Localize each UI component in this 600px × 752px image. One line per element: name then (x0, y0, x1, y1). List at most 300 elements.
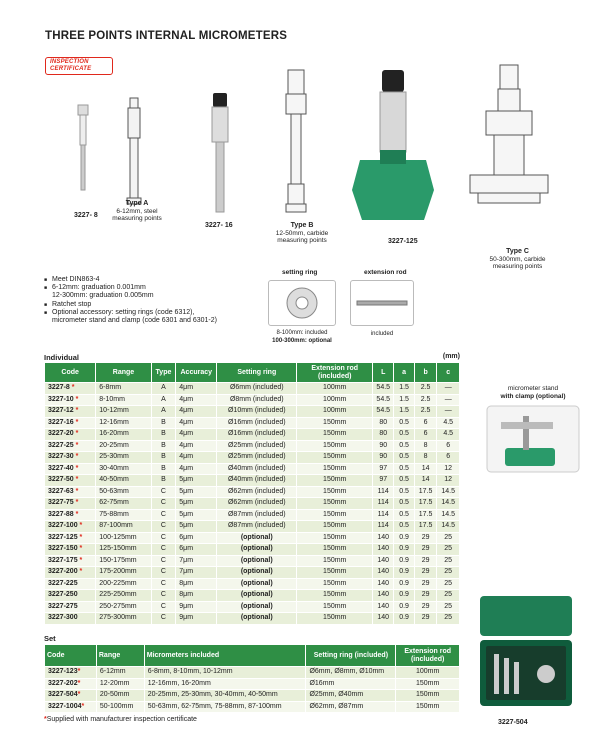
a-cell: 0.9 (394, 578, 415, 590)
code-cell: 3227-16 * (45, 417, 96, 429)
individual-table-body (45, 383, 460, 625)
type-cell: B (151, 440, 176, 452)
col-header: Extension rod (included) (396, 645, 460, 667)
col-header: Range (96, 645, 144, 667)
table-row (45, 555, 460, 567)
range-cell: 6-8mm (96, 383, 151, 395)
extension-rod-cell: 150mm (297, 486, 373, 498)
range-cell: 25-30mm (96, 452, 151, 464)
table-row (45, 544, 460, 556)
extension-rod-cell: 150mm (297, 601, 373, 613)
l-cell: 140 (373, 567, 394, 579)
range-cell: 150-175mm (96, 555, 151, 567)
c-cell: 4.5 (437, 417, 460, 429)
range-cell: 6-12mm (96, 667, 144, 679)
code-cell: 3227-40 * (45, 463, 96, 475)
col-header: Micrometers included (144, 645, 306, 667)
setting-ring-cell: Ø6mm (included) (217, 383, 297, 395)
col-header: L (373, 363, 394, 383)
extension-rod-cell: 150mm (297, 578, 373, 590)
product-code-3227-16: 3227- 16 (205, 222, 233, 229)
extension-rod-cell: 150mm (297, 509, 373, 521)
l-cell: 97 (373, 463, 394, 475)
table-row (45, 475, 460, 487)
c-cell: 25 (437, 544, 460, 556)
extension-rod-cell: 150mm (396, 690, 460, 702)
a-cell: 0.5 (394, 440, 415, 452)
type-b-caption: Type B 12-50mm, carbide measuring points (275, 222, 329, 244)
type-cell: A (151, 406, 176, 418)
c-cell: 4.5 (437, 429, 460, 441)
l-cell: 140 (373, 555, 394, 567)
setting-ring-cell: Ø62mm, Ø87mm (306, 701, 396, 713)
type-cell: C (151, 521, 176, 533)
code-cell: 3227-30 * (45, 452, 96, 464)
setting-ring-cell: Ø25mm (included) (217, 440, 297, 452)
range-cell: 175-200mm (96, 567, 151, 579)
accuracy-cell: 5μm (176, 509, 217, 521)
micrometer-3227-8-image (78, 105, 88, 190)
table-row (45, 690, 460, 702)
l-cell: 140 (373, 601, 394, 613)
micrometer-3227-16-image (212, 93, 228, 212)
code-cell: 3227-125 * (45, 532, 96, 544)
l-cell: 90 (373, 452, 394, 464)
type-cell: B (151, 417, 176, 429)
b-cell: 2.5 (414, 383, 437, 395)
col-header: Code (45, 645, 97, 667)
accuracy-cell: 5μm (176, 521, 217, 533)
extension-rod-cell: 150mm (297, 590, 373, 602)
a-cell: 1.5 (394, 406, 415, 418)
a-cell: 0.9 (394, 601, 415, 613)
table-row (45, 429, 460, 441)
type-cell: C (151, 613, 176, 625)
table-row (45, 394, 460, 406)
code-cell: 3227-225 (45, 578, 96, 590)
c-cell: 14.5 (437, 486, 460, 498)
table-row (45, 578, 460, 590)
c-cell: 14.5 (437, 521, 460, 533)
range-cell: 75-88mm (96, 509, 151, 521)
b-cell: 29 (414, 578, 437, 590)
code-cell: 3227-150 * (45, 544, 96, 556)
type-cell: C (151, 590, 176, 602)
code-cell: 3227-20 * (45, 429, 96, 441)
range-cell: 225-250mm (96, 590, 151, 602)
range-cell: 10-12mm (96, 406, 151, 418)
set-table-body (45, 667, 460, 713)
setting-ring-cell: (optional) (217, 590, 297, 602)
range-cell: 8-10mm (96, 394, 151, 406)
micrometers-cell: 6-8mm, 8-10mm, 10-12mm (144, 667, 306, 679)
feature-item: 12-300mm: graduation 0.005mm (52, 292, 154, 300)
table-row (45, 463, 460, 475)
code-cell: 3227-50 * (45, 475, 96, 487)
c-cell: 25 (437, 613, 460, 625)
extension-rod-cell: 150mm (396, 701, 460, 713)
c-cell: — (437, 394, 460, 406)
range-cell: 275-300mm (96, 613, 151, 625)
accuracy-cell: 8μm (176, 578, 217, 590)
l-cell: 54.5 (373, 406, 394, 418)
b-cell: 8 (414, 440, 437, 452)
code-cell: 3227-63 * (45, 486, 96, 498)
setting-ring-cell: Ø62mm (included) (217, 486, 297, 498)
accuracy-cell: 6μm (176, 532, 217, 544)
micrometers-cell: 12-16mm, 16-20mm (144, 678, 306, 690)
b-cell: 29 (414, 567, 437, 579)
a-cell: 0.5 (394, 463, 415, 475)
b-cell: 29 (414, 601, 437, 613)
c-cell: 25 (437, 601, 460, 613)
table-row (45, 567, 460, 579)
individual-section-label: Individual (44, 353, 80, 362)
accuracy-cell: 8μm (176, 590, 217, 602)
type-cell: C (151, 509, 176, 521)
l-cell: 54.5 (373, 394, 394, 406)
b-cell: 2.5 (414, 394, 437, 406)
b-cell: 6 (414, 417, 437, 429)
table-row (45, 667, 460, 679)
accuracy-cell: 7μm (176, 555, 217, 567)
a-cell: 1.5 (394, 383, 415, 395)
b-cell: 29 (414, 613, 437, 625)
b-cell: 29 (414, 544, 437, 556)
range-cell: 250-275mm (96, 601, 151, 613)
table-row (45, 613, 460, 625)
code-cell: 3227-88 * (45, 509, 96, 521)
l-cell: 80 (373, 429, 394, 441)
table-row (45, 383, 460, 395)
extension-rod-cell: 100mm (297, 383, 373, 395)
inspection-certificate-logo: INSPECTION CERTIFICATE (45, 57, 113, 75)
table-row (45, 486, 460, 498)
feature-item: ■ Meet DIN863-4 (44, 276, 217, 284)
code-cell: 3227-250 (45, 590, 96, 602)
micrometers-cell: 20-25mm, 25-30mm, 30-40mm, 40-50mm (144, 690, 306, 702)
extension-rod-image (350, 280, 414, 326)
micrometer-stand-image (483, 404, 583, 474)
type-cell: B (151, 452, 176, 464)
c-cell: 25 (437, 555, 460, 567)
extension-rod-cell: 150mm (297, 544, 373, 556)
b-cell: 17.5 (414, 498, 437, 510)
a-cell: 0.5 (394, 417, 415, 429)
c-cell: — (437, 383, 460, 395)
col-header: a (394, 363, 415, 383)
range-cell: 16-20mm (96, 429, 151, 441)
setting-ring-cell: (optional) (217, 601, 297, 613)
accuracy-cell: 4μm (176, 429, 217, 441)
table-row (45, 590, 460, 602)
b-cell: 8 (414, 452, 437, 464)
c-cell: 25 (437, 567, 460, 579)
feature-item: micrometer stand and clamp (code 6301 and 6301-2) (52, 317, 217, 325)
a-cell: 0.9 (394, 555, 415, 567)
extension-rod-cell: 150mm (297, 532, 373, 544)
code-cell: 3227-75 * (45, 498, 96, 510)
extension-rod-cell: 150mm (297, 613, 373, 625)
feature-item: ■ 6-12mm: graduation 0.001mm (44, 284, 217, 292)
extension-rod-cell: 150mm (396, 678, 460, 690)
setting-ring-cell: Ø40mm (included) (217, 475, 297, 487)
a-cell: 1.5 (394, 394, 415, 406)
table-row (45, 406, 460, 418)
accuracy-cell: 9μm (176, 601, 217, 613)
b-cell: 29 (414, 555, 437, 567)
extension-rod-cell: 150mm (297, 440, 373, 452)
b-cell: 17.5 (414, 486, 437, 498)
code-cell: 3227-8 * (45, 383, 96, 395)
feature-item: ■ Ratchet stop (44, 301, 217, 309)
accuracy-cell: 4μm (176, 440, 217, 452)
c-cell: 25 (437, 532, 460, 544)
code-cell: 3227-504* (45, 690, 97, 702)
setting-ring-cell: Ø10mm (included) (217, 406, 297, 418)
unit-label: (mm) (442, 353, 460, 360)
setting-ring-cell: (optional) (217, 532, 297, 544)
type-cell: A (151, 394, 176, 406)
type-cell: B (151, 429, 176, 441)
a-cell: 0.9 (394, 544, 415, 556)
accuracy-cell: 5μm (176, 498, 217, 510)
b-cell: 2.5 (414, 406, 437, 418)
c-cell: 6 (437, 440, 460, 452)
c-cell: 6 (437, 452, 460, 464)
c-cell: 12 (437, 475, 460, 487)
setting-ring-cell: Ø25mm (included) (217, 452, 297, 464)
b-cell: 29 (414, 590, 437, 602)
page-title: THREE POINTS INTERNAL MICROMETERS (45, 30, 288, 42)
col-header: Setting ring (included) (306, 645, 396, 667)
extension-rod-cell: 150mm (297, 429, 373, 441)
table-row (45, 452, 460, 464)
type-c-drawing (470, 65, 548, 203)
a-cell: 0.5 (394, 486, 415, 498)
c-cell: 14.5 (437, 509, 460, 521)
table-row (45, 701, 460, 713)
extension-rod-cell: 150mm (297, 417, 373, 429)
code-cell: 3227-1004* (45, 701, 97, 713)
a-cell: 0.5 (394, 452, 415, 464)
table-row (45, 440, 460, 452)
case-caption: 3227-504 (498, 719, 528, 726)
product-code-3227-8: 3227- 8 (74, 212, 98, 219)
l-cell: 114 (373, 486, 394, 498)
range-cell: 50-100mm (96, 701, 144, 713)
col-header: Range (96, 363, 151, 383)
code-cell: 3227-300 (45, 613, 96, 625)
code-cell: 3227-123* (45, 667, 97, 679)
type-cell: C (151, 532, 176, 544)
range-cell: 20-25mm (96, 440, 151, 452)
setting-ring-image (268, 280, 336, 326)
setting-ring-cell: (optional) (217, 613, 297, 625)
range-cell: 12-16mm (96, 417, 151, 429)
type-cell: C (151, 578, 176, 590)
b-cell: 14 (414, 463, 437, 475)
code-cell: 3227-275 (45, 601, 96, 613)
l-cell: 140 (373, 590, 394, 602)
type-a-caption: Type A 6-12mm, steel measuring points (112, 200, 162, 222)
col-header: b (414, 363, 437, 383)
table-row (45, 601, 460, 613)
col-header: Type (151, 363, 176, 383)
l-cell: 140 (373, 544, 394, 556)
a-cell: 0.5 (394, 429, 415, 441)
stand-caption: micrometer stand with clamp (optional) (500, 385, 566, 400)
micrometers-cell: 50-63mm, 62-75mm, 75-88mm, 87-100mm (144, 701, 306, 713)
type-cell: C (151, 601, 176, 613)
l-cell: 90 (373, 440, 394, 452)
table-row (45, 417, 460, 429)
type-cell: B (151, 463, 176, 475)
code-cell: 3227-10 * (45, 394, 96, 406)
range-cell: 20-50mm (96, 690, 144, 702)
accuracy-cell: 4μm (176, 463, 217, 475)
code-cell: 3227-200 * (45, 567, 96, 579)
accuracy-cell: 4μm (176, 383, 217, 395)
micrometer-3227-125-image (352, 70, 434, 220)
code-cell: 3227-175 * (45, 555, 96, 567)
c-cell: 25 (437, 590, 460, 602)
accuracy-cell: 4μm (176, 417, 217, 429)
range-cell: 50-63mm (96, 486, 151, 498)
type-a-drawing (127, 98, 141, 204)
setting-ring-title: setting ring (282, 269, 318, 276)
setting-ring-cell: Ø16mm (306, 678, 396, 690)
extension-rod-cell: 100mm (297, 394, 373, 406)
table-row (45, 509, 460, 521)
setting-ring-cell: Ø16mm (included) (217, 429, 297, 441)
extension-rod-cell: 100mm (297, 406, 373, 418)
extension-rod-note: included (370, 331, 394, 337)
a-cell: 0.9 (394, 613, 415, 625)
table-row (45, 532, 460, 544)
type-b-drawing (286, 70, 306, 212)
table-row (45, 498, 460, 510)
setting-ring-note: 8-100mm: included 100-300mm: optional (272, 330, 332, 344)
accuracy-cell: 4μm (176, 406, 217, 418)
type-cell: B (151, 475, 176, 487)
extension-rod-cell: 150mm (297, 463, 373, 475)
set-section-label: Set (44, 634, 56, 643)
type-cell: C (151, 544, 176, 556)
range-cell: 125-150mm (96, 544, 151, 556)
range-cell: 62-75mm (96, 498, 151, 510)
col-header: Accuracy (176, 363, 217, 383)
a-cell: 0.9 (394, 532, 415, 544)
type-cell: C (151, 567, 176, 579)
range-cell: 40-50mm (96, 475, 151, 487)
accuracy-cell: 4μm (176, 452, 217, 464)
a-cell: 0.9 (394, 567, 415, 579)
l-cell: 114 (373, 521, 394, 533)
c-cell: 14.5 (437, 498, 460, 510)
l-cell: 80 (373, 417, 394, 429)
accuracy-cell: 4μm (176, 394, 217, 406)
l-cell: 54.5 (373, 383, 394, 395)
type-cell: A (151, 383, 176, 395)
extension-rod-cell: 150mm (297, 555, 373, 567)
setting-ring-cell: Ø87mm (included) (217, 509, 297, 521)
c-cell: 12 (437, 463, 460, 475)
individual-table (44, 362, 460, 625)
a-cell: 0.5 (394, 509, 415, 521)
b-cell: 6 (414, 429, 437, 441)
setting-ring-cell: (optional) (217, 567, 297, 579)
a-cell: 0.5 (394, 521, 415, 533)
range-cell: 87-100mm (96, 521, 151, 533)
extension-rod-cell: 150mm (297, 567, 373, 579)
range-cell: 30-40mm (96, 463, 151, 475)
l-cell: 140 (373, 613, 394, 625)
setting-ring-cell: Ø25mm, Ø40mm (306, 690, 396, 702)
col-header: c (437, 363, 460, 383)
extension-rod-cell: 150mm (297, 452, 373, 464)
extension-rod-title: extension rod (364, 269, 407, 276)
range-cell: 200-225mm (96, 578, 151, 590)
l-cell: 114 (373, 509, 394, 521)
col-header: Setting ring (217, 363, 297, 383)
code-cell: 3227-202* (45, 678, 97, 690)
table-row (45, 521, 460, 533)
table-row (45, 678, 460, 690)
b-cell: 17.5 (414, 521, 437, 533)
code-cell: 3227-12 * (45, 406, 96, 418)
range-cell: 100-125mm (96, 532, 151, 544)
set-case-image (476, 594, 576, 714)
l-cell: 140 (373, 578, 394, 590)
setting-ring-cell: (optional) (217, 555, 297, 567)
b-cell: 29 (414, 532, 437, 544)
setting-ring-cell: Ø40mm (included) (217, 463, 297, 475)
c-cell: — (437, 406, 460, 418)
setting-ring-cell: Ø6mm, Ø8mm, Ø10mm (306, 667, 396, 679)
setting-ring-cell: (optional) (217, 544, 297, 556)
col-header: Extension rod (included) (297, 363, 373, 383)
code-cell: 3227-100 * (45, 521, 96, 533)
setting-ring-cell: Ø8mm (included) (217, 394, 297, 406)
accuracy-cell: 5μm (176, 475, 217, 487)
l-cell: 97 (373, 475, 394, 487)
a-cell: 0.5 (394, 475, 415, 487)
c-cell: 25 (437, 578, 460, 590)
type-c-caption: Type C 50-300mm, carbide measuring points (489, 248, 546, 270)
feature-item: ■ Optional accessory: setting rings (code 6312), (44, 309, 217, 317)
setting-ring-cell: Ø62mm (included) (217, 498, 297, 510)
a-cell: 0.9 (394, 590, 415, 602)
accuracy-cell: 5μm (176, 486, 217, 498)
setting-ring-cell: Ø16mm (included) (217, 417, 297, 429)
range-cell: 12-20mm (96, 678, 144, 690)
type-cell: C (151, 555, 176, 567)
a-cell: 0.5 (394, 498, 415, 510)
code-cell: 3227-25 * (45, 440, 96, 452)
extension-rod-cell: 100mm (396, 667, 460, 679)
set-table (44, 644, 460, 713)
type-cell: C (151, 486, 176, 498)
footnote: *Supplied with manufacturer inspection certificate (44, 716, 197, 723)
b-cell: 14 (414, 475, 437, 487)
product-code-3227-125: 3227-125 (388, 238, 418, 245)
extension-rod-cell: 150mm (297, 475, 373, 487)
setting-ring-cell: (optional) (217, 578, 297, 590)
feature-list (44, 276, 217, 325)
accuracy-cell: 9μm (176, 613, 217, 625)
l-cell: 140 (373, 532, 394, 544)
